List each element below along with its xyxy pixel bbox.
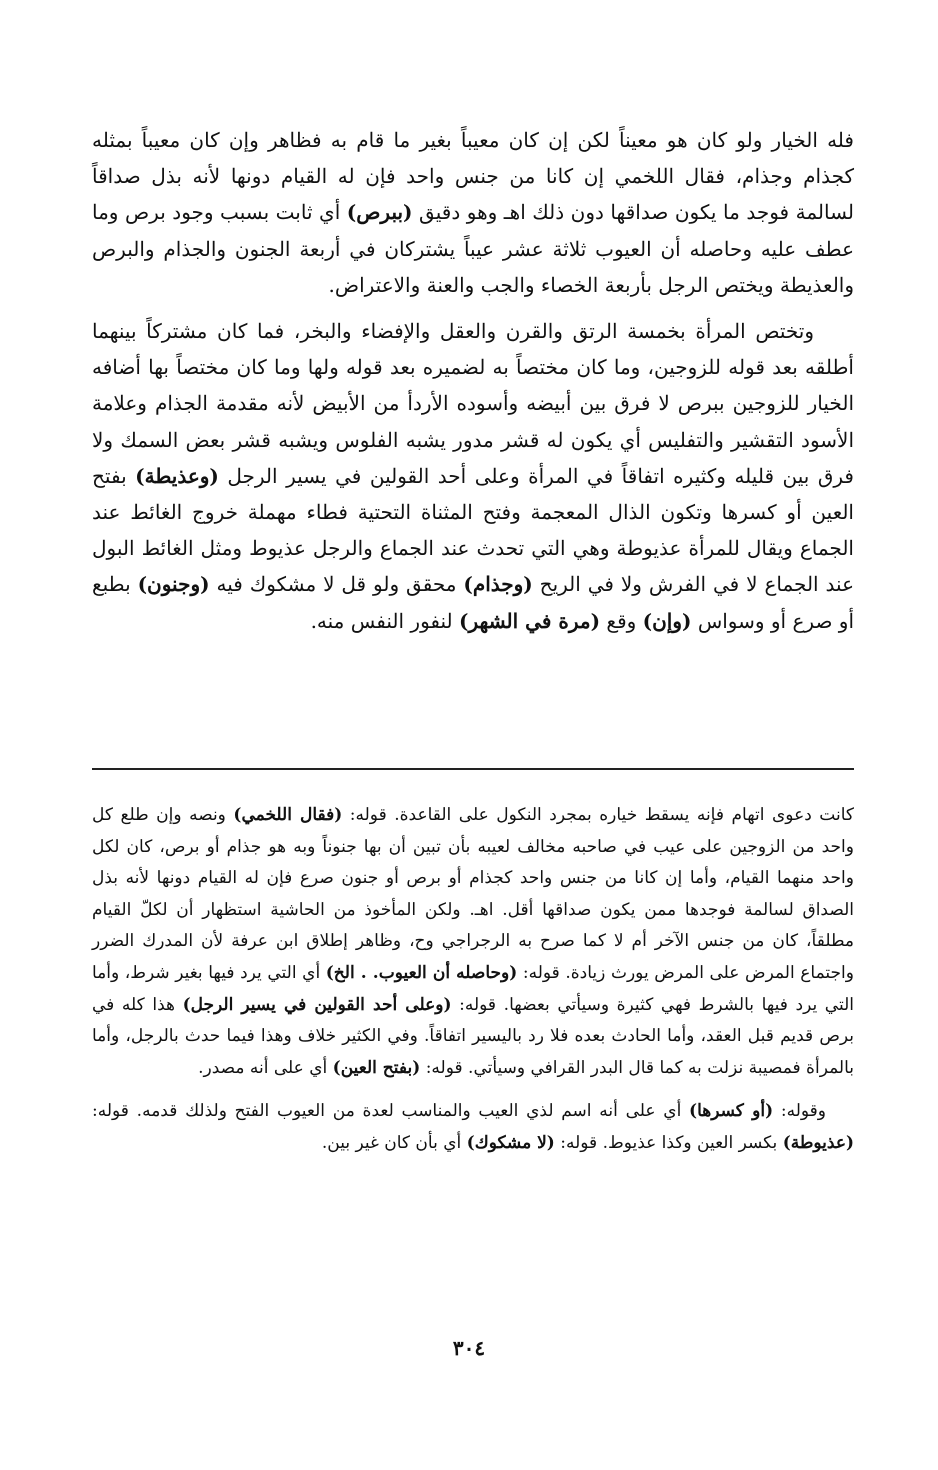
main-paragraph [92, 313, 854, 639]
text-run: ونصه وإن طلع كل واحد من الزوجين على عيب في صاحبه مخالف لعيبه بأن تبين أن بها جنوناً وبه هو جذام أو برص، كان لكل واحد منهما القيام، وأما إن كانا من جنس واحد كجذام أو برص أو جنون صرع فإن له القيام دونها لأنه بذل الصداق لسالمة فوجدها ممن يكون صداقها أقل. اهـ. ولكن المأخوذ من الحاشية استظهار أن لكلّ القيام مطلقاً، كان من جنس الآخر أم لا كما صرح به الرجراجي وح، وظاهر إطلاق ابن عرفة لأن المدرك الضرر واجتماع المرض على المرض يورث زيادة. قوله: [92, 805, 854, 983]
bold-quote: (أو كسرها) [689, 1101, 774, 1122]
bold-quote: (وجنون) [137, 572, 210, 597]
page-number: ٣٠٤ [452, 1336, 486, 1360]
text-run: بفتح العين أو كسرها وتكون الذال المعجمة وفتح المثناة التحتية فطاء مهملة خروج الغائط عند الجماع ويقال للمرأة عذيوطة وهي التي تحدث عند الجماع والرجل عذيوط ومثل الغائط البول عند الجماع لا في الفرش ولا في الريح [92, 463, 854, 597]
bold-quote: (وحاصله أن العيوب. . الخ) [325, 962, 518, 983]
text-run: بكسر العين وكذا عذيوط. قوله: [554, 1132, 783, 1153]
text-run: فله الخيار ولو كان هو معيناً لكن إن كان معيباً بغير ما قام به فظاهر وإن كان معيباً بمثله كجذام وجذام، فقال اللخمي إن كانا من جنس واحد فإن له القيام دونها لأنه بذل صداقاً لسالمة فوجد ما يكون صداقها دون ذلك اهـ وهو دقيق [92, 128, 855, 225]
bold-quote: (وعلى أحد القولين في يسير الرجل) [182, 994, 452, 1015]
text-run: أي بأن كان غير بين. [321, 1132, 467, 1153]
text-run: وقع [600, 608, 643, 633]
bold-quote: (ببرص) [346, 200, 413, 225]
bold-quote: (وإن) [642, 608, 692, 633]
text-run: محقق ولو قل لا مشكوك فيه [209, 572, 464, 597]
footnotes [92, 800, 854, 1160]
text-run: أي التي يرد فيها بغير شرط، وأما التي يرد فيها بالشرط فهي كثيرة وسيأتي بعضها. قوله: [92, 962, 854, 1015]
text-run: لنفور النفس منه. [310, 608, 459, 633]
text-run: أي على أنه مصدر. [198, 1057, 333, 1078]
footnote-separator [92, 768, 854, 770]
bold-quote: (مرة في الشهر) [459, 608, 601, 633]
text-run: وقوله: [773, 1101, 826, 1122]
footnote-paragraph [92, 800, 854, 1084]
text-run: وتختص المرأة بخمسة الرتق والقرن والعقل والإفضاء والبخر، فما كان مشتركاً بينهما أطلقه بعد قوله للزوجين، وما كان مختصاً به لضميره بعد قوله ولها وما كان مختصاً بها أضافه الخيار للزوجين ببرص لا فرق بين أبيضه وأسوده الأردأ من الأبيض لأنه مقدمة الجذام وعلامة الأسود التقشير والتفليس أي يكون له قشر مدور يشبه الفلوس ويشبه قشر بعض السمك ولا فرق بين قليله وكثيره اتفاقاً في المرأة وعلى أحد القولين في يسير الرجل [92, 319, 854, 488]
bold-quote: (لا مشكوك) [466, 1132, 555, 1153]
bold-quote: (وجذام) [463, 572, 533, 597]
bold-quote: (فقال اللخمي) [233, 805, 343, 825]
text-run: هذا كله في برص قديم قبل العقد، وأما الحادث بعده فلا رد باليسير اتفاقاً. وفي الكثير خلاف وهذا فيما حدث بالرجل، وأما بالمرأة فمصيبة نزلت به كما قال البدر القرافي وسيأتي. قوله: [92, 994, 854, 1078]
bold-quote: (وعذيطة) [135, 463, 219, 488]
text-run: بطبع أو صرع أو وسواس [92, 572, 854, 633]
main-paragraph [92, 122, 854, 303]
footnote-paragraph [92, 1096, 854, 1159]
bold-quote: (عذيوطة) [782, 1132, 854, 1153]
text-run: أي على أنه اسم لذي العيب والمناسب لعدة من العيوب الفتح ولذلك قدمه. قوله: [92, 1101, 690, 1122]
text-run: أي ثابت بسبب وجود برص وما عطف عليه وحاصله أن العيوب ثلاثة عشر عيباً يشتركان في أربعة الجنون والجذام والبرص والعذيطة ويختص الرجل بأربعة الخصاء والجب والعنة والاعتراض. [92, 200, 854, 297]
text-run: كانت دعوى اتهام فإنه يسقط خياره بمجرد النكول على القاعدة. قوله: [342, 805, 854, 825]
bold-quote: (بفتح العين) [332, 1057, 421, 1078]
main-text [92, 122, 854, 639]
